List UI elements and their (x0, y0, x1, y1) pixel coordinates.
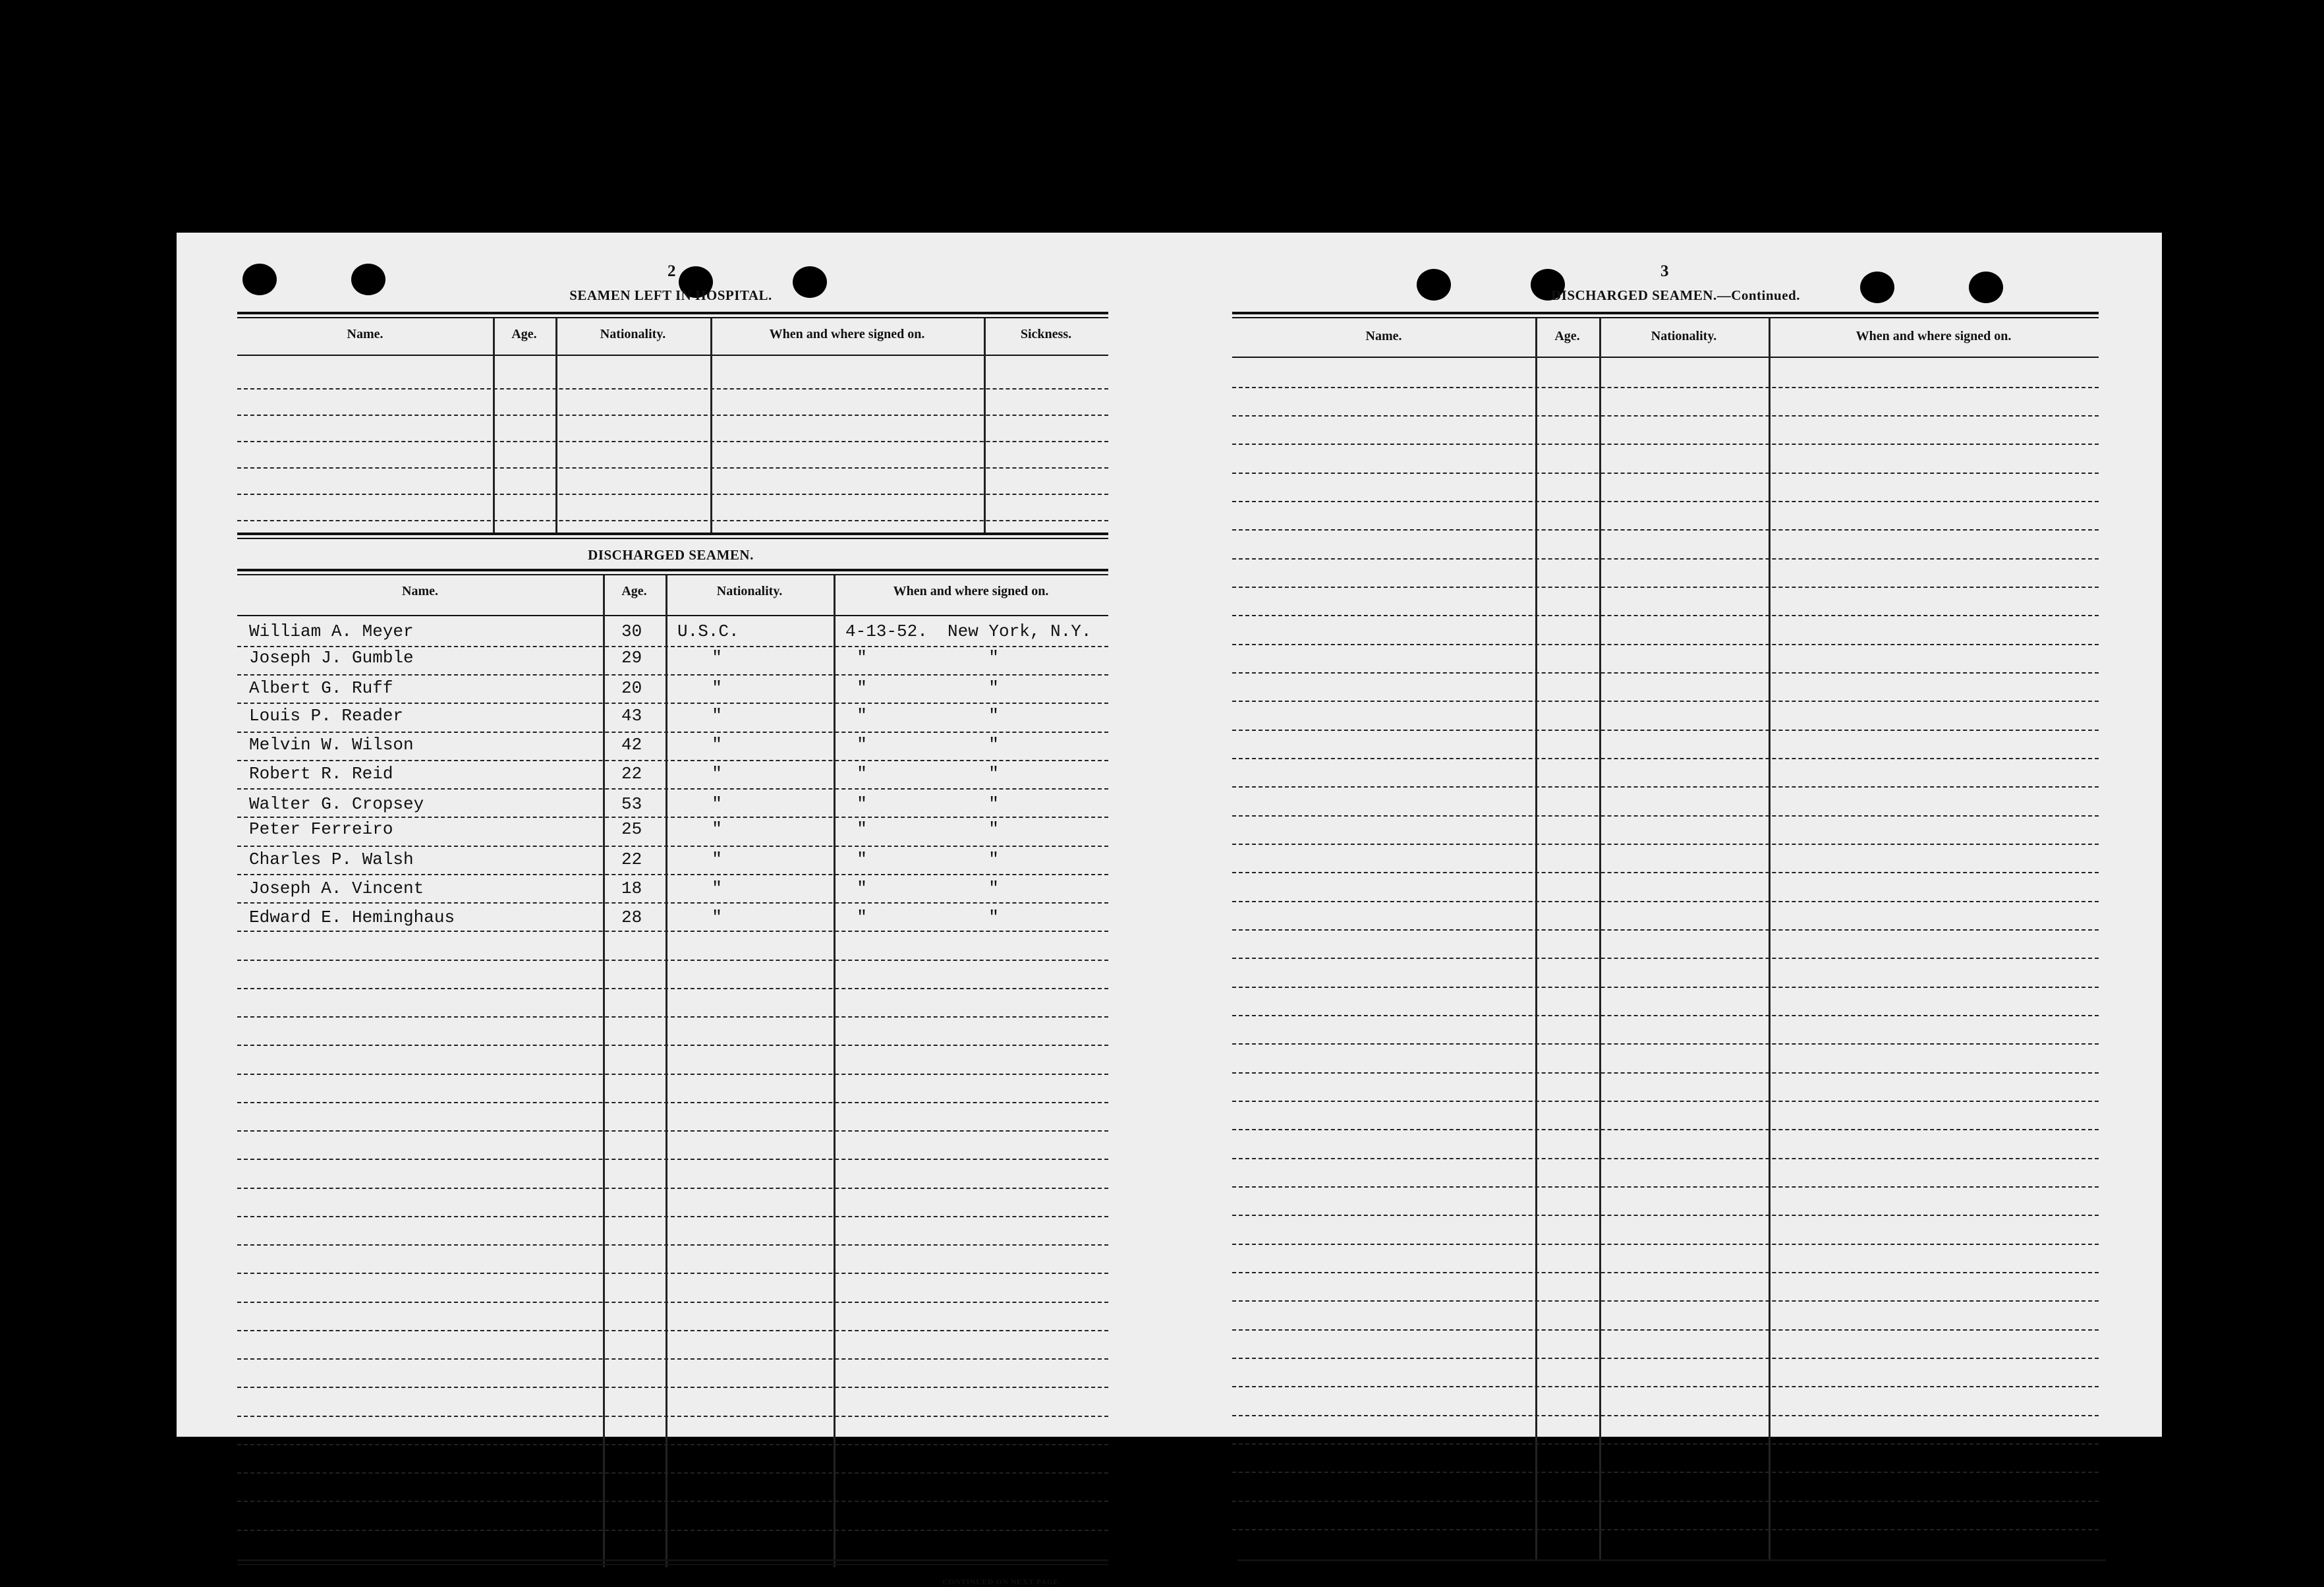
seaman-age: 43 (621, 706, 642, 726)
discharged-section-title: DISCHARGED SEAMEN. (588, 547, 754, 563)
column-header-nationality: Nationality. (1651, 329, 1717, 343)
column-header-name: Name. (1365, 329, 1402, 343)
signed-on-date: " (857, 819, 867, 839)
entry-line (237, 520, 1108, 521)
seaman-name: Albert G. Ruff (249, 678, 393, 698)
seaman-age: 25 (621, 819, 642, 839)
entry-line (1232, 644, 2099, 645)
entry-line (237, 960, 1108, 961)
punch-hole (242, 264, 277, 295)
seaman-name: Walter G. Cropsey (249, 794, 424, 814)
continued-note: CONTINUED ON NEXT PAGE. (942, 1577, 1062, 1586)
entry-line (1232, 473, 2099, 474)
column-header-signed-on: When and where signed on. (769, 327, 925, 341)
signed-on-date: " (857, 706, 867, 726)
entry-line (237, 1472, 1108, 1474)
signed-on-date: " (857, 879, 867, 898)
entry-line (1232, 958, 2099, 959)
entry-line (1232, 1043, 2099, 1045)
rule (237, 1564, 1108, 1565)
entry-line (1232, 1272, 2099, 1273)
entry-line (1232, 1244, 2099, 1245)
entry-line (1232, 1443, 2099, 1445)
entry-line (1232, 844, 2099, 845)
entry-line (1232, 701, 2099, 702)
entry-line (1232, 1215, 2099, 1216)
signed-on-place: " (988, 764, 999, 784)
entry-line (1232, 901, 2099, 902)
rule (237, 1559, 1108, 1561)
seaman-name: Peter Ferreiro (249, 819, 393, 839)
entry-line (237, 703, 1108, 704)
column-header-age: Age. (1554, 329, 1580, 343)
entry-line (1232, 672, 2099, 674)
column-header-sickness: Sickness. (1020, 327, 1072, 341)
rule (237, 574, 1108, 575)
column-divider (1769, 318, 1771, 1561)
signed-on-place: " (988, 706, 999, 726)
seaman-nationality: " (712, 735, 722, 755)
entry-line (237, 1387, 1108, 1388)
punch-hole (1969, 272, 2003, 303)
entry-line (1232, 529, 2099, 531)
column-header-name: Name. (402, 584, 438, 598)
seaman-nationality: " (712, 850, 722, 869)
rule (237, 355, 1108, 356)
entry-line (237, 988, 1108, 989)
seaman-nationality: " (712, 678, 722, 698)
entry-line (1232, 587, 2099, 588)
seaman-name: Robert R. Reid (249, 764, 393, 784)
seaman-age: 53 (621, 794, 642, 814)
entry-line (1232, 1015, 2099, 1016)
entry-line (237, 1530, 1108, 1531)
entry-line (1232, 1101, 2099, 1102)
entry-line (237, 846, 1108, 847)
seaman-name: Louis P. Reader (249, 706, 404, 726)
entry-line (1232, 387, 2099, 388)
discharged-continued-title: DISCHARGED SEAMEN.—Continued. (1551, 287, 1800, 303)
entry-line (237, 902, 1108, 904)
seaman-nationality: " (712, 819, 722, 839)
entry-line (237, 788, 1108, 790)
seaman-nationality: " (712, 794, 722, 814)
signed-on-place: " (988, 648, 999, 668)
column-divider (1535, 318, 1537, 1561)
entry-line (237, 931, 1108, 932)
entry-line (1232, 1358, 2099, 1359)
entry-line (237, 674, 1108, 676)
entry-line (237, 1330, 1108, 1331)
entry-line (1232, 1472, 2099, 1473)
signed-on-date: " (857, 648, 867, 668)
signed-on-place: " (988, 794, 999, 814)
entry-line (237, 1074, 1108, 1075)
entry-line (237, 874, 1108, 875)
seaman-name: Edward E. Heminghaus (249, 908, 455, 927)
entry-line (1232, 558, 2099, 560)
signed-on-date: " (857, 908, 867, 927)
signed-on-place: " (988, 678, 999, 698)
hospital-section-title: SEAMEN LEFT IN HOSPITAL. (569, 287, 772, 303)
ledger-sheet (177, 233, 2162, 1586)
column-header-nationality: Nationality. (716, 584, 783, 598)
column-divider (555, 318, 557, 533)
rule (1232, 317, 2099, 318)
rule (237, 615, 1108, 616)
entry-line (237, 415, 1108, 416)
entry-line (237, 1016, 1108, 1018)
seaman-nationality: " (712, 648, 722, 668)
entry-line (1232, 1129, 2099, 1130)
punch-hole (1417, 269, 1451, 301)
column-divider (984, 318, 986, 533)
entry-line (1232, 444, 2099, 445)
rule (237, 533, 1108, 535)
signed-on-place: " (988, 819, 999, 839)
signed-on-place: New York, N.Y. (948, 621, 1092, 641)
entry-line (1232, 1300, 2099, 1302)
entry-line (1232, 929, 2099, 931)
entry-line (237, 732, 1108, 733)
seaman-age: 18 (621, 879, 642, 898)
entry-line (237, 467, 1108, 469)
seaman-age: 22 (621, 850, 642, 869)
entry-line (1232, 786, 2099, 788)
entry-line (237, 1416, 1108, 1417)
entry-line (237, 1244, 1108, 1246)
seaman-nationality: " (712, 879, 722, 898)
rule (237, 317, 1108, 318)
rule (237, 538, 1108, 539)
entry-line (237, 1188, 1108, 1189)
signed-on-place: " (988, 908, 999, 927)
column-header-name: Name. (347, 327, 383, 341)
entry-line (1232, 1415, 2099, 1416)
entry-line (237, 1302, 1108, 1303)
column-header-signed-on: When and where signed on. (1856, 329, 2012, 343)
seaman-age: 20 (621, 678, 642, 698)
entry-line (1232, 1501, 2099, 1502)
column-header-nationality: Nationality. (600, 327, 666, 341)
punch-hole (351, 264, 385, 295)
seaman-name: Charles P. Walsh (249, 850, 414, 869)
column-divider (710, 318, 712, 533)
column-header-signed-on: When and where signed on. (893, 584, 1049, 598)
seaman-name: Melvin W. Wilson (249, 735, 414, 755)
seaman-nationality: " (712, 908, 722, 927)
signed-on-place: " (988, 879, 999, 898)
seaman-age: 30 (621, 621, 642, 641)
seaman-name: Joseph A. Vincent (249, 879, 424, 898)
seaman-nationality: U.S.C. (677, 621, 739, 641)
seaman-nationality: " (712, 764, 722, 784)
entry-line (237, 1273, 1108, 1274)
entry-line (1232, 987, 2099, 988)
column-divider (603, 575, 605, 1567)
entry-line (1232, 501, 2099, 502)
rule (237, 569, 1108, 571)
column-header-age: Age. (621, 584, 647, 598)
entry-line (237, 1159, 1108, 1160)
entry-line (1232, 730, 2099, 731)
entry-line (1232, 1386, 2099, 1387)
entry-line (237, 1444, 1108, 1445)
signed-on-date: " (857, 678, 867, 698)
entry-line (1232, 615, 2099, 616)
seaman-nationality: " (712, 706, 722, 726)
entry-line (1232, 1529, 2099, 1530)
rule (1232, 357, 2099, 358)
entry-line (237, 1216, 1108, 1217)
entry-line (237, 494, 1108, 495)
entry-line (1232, 758, 2099, 759)
entry-line (1232, 415, 2099, 417)
signed-on-date: " (857, 794, 867, 814)
entry-line (237, 817, 1108, 818)
rule (1232, 312, 2099, 314)
seaman-age: 22 (621, 764, 642, 784)
entry-line (237, 1501, 1108, 1502)
column-header-age: Age. (511, 327, 537, 341)
signed-on-date: 4-13-52. (845, 621, 928, 641)
seaman-name: Joseph J. Gumble (249, 648, 414, 668)
entry-line (237, 1102, 1108, 1103)
rule (237, 312, 1108, 314)
entry-line (237, 1130, 1108, 1132)
entry-line (1232, 1072, 2099, 1074)
entry-line (1232, 815, 2099, 817)
entry-line (1232, 1186, 2099, 1188)
column-divider (1599, 318, 1601, 1561)
column-divider (493, 318, 495, 533)
seaman-age: 29 (621, 648, 642, 668)
entry-line (237, 441, 1108, 442)
seaman-age: 42 (621, 735, 642, 755)
entry-line (237, 1045, 1108, 1046)
column-divider (666, 575, 667, 1567)
signed-on-date: " (857, 850, 867, 869)
entry-line (237, 388, 1108, 390)
seaman-age: 28 (621, 908, 642, 927)
entry-line (1232, 1158, 2099, 1159)
entry-line (237, 646, 1108, 647)
entry-line (1232, 1329, 2099, 1331)
signed-on-place: " (988, 850, 999, 869)
punch-hole (1860, 272, 1894, 303)
signed-on-place: " (988, 735, 999, 755)
signed-on-date: " (857, 735, 867, 755)
seaman-name: William A. Meyer (249, 621, 414, 641)
page-number: 2 (667, 262, 676, 280)
entry-line (237, 760, 1108, 761)
page-number: 3 (1660, 262, 1669, 280)
entry-line (237, 1358, 1108, 1360)
signed-on-date: " (857, 764, 867, 784)
entry-line (1232, 872, 2099, 873)
rule (1237, 1559, 2106, 1561)
